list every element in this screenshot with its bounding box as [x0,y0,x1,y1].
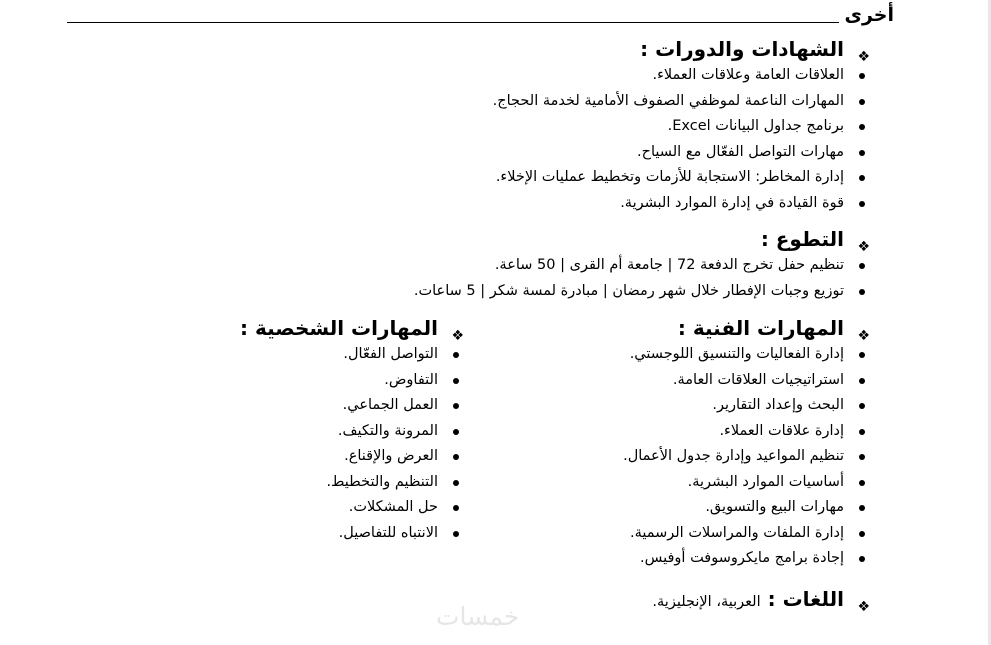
list-item: إجادة برامج مايكروسوفت أوفيس. [623,546,870,572]
certificates-title: الشهادات والدورات : [640,37,844,61]
volunteering-section [414,225,870,304]
languages-heading [652,585,870,616]
personal-skills-heading [240,314,464,342]
list-item: المرونة والتكيف. [240,419,464,445]
personal-skills-section [240,314,464,546]
list-item: أساسيات الموارد البشرية. [623,470,870,496]
list-item: قوة القيادة في إدارة الموارد البشرية. [493,191,870,217]
certificates-list [493,63,870,216]
diamond-bullet-icon: ❖ [857,328,870,344]
technical-skills-section [623,314,870,572]
list-item: استراتيجيات العلاقات العامة. [623,368,870,394]
list-item: العرض والإقناع. [240,444,464,470]
list-item: العمل الجماعي. [240,393,464,419]
diamond-bullet-icon: ❖ [857,599,870,615]
list-item: إدارة الملفات والمراسلات الرسمية. [623,521,870,547]
languages-title: اللغات : [767,587,844,611]
list-item: التواصل الفعّال. [240,342,464,368]
volunteering-title: التطوع : [760,227,844,251]
personal-skills-list [240,342,464,546]
list-item: مهارات التواصل الفعّال مع السياح. [493,140,870,166]
certificates-heading [493,35,870,63]
list-item: إدارة علاقات العملاء. [623,419,870,445]
languages-value: العربية، الإنجليزية. [652,594,761,610]
list-item: تنظيم حفل تخرج الدفعة 72 | جامعة أم القرى | 50 ساعة. [414,253,870,279]
list-item: التفاوض. [240,368,464,394]
volunteering-heading [414,225,870,253]
list-item: العلاقات العامة وعلاقات العملاء. [493,63,870,89]
list-item: إدارة المخاطر: الاستجابة للأزمات وتخطيط عمليات الإخلاء. [493,165,870,191]
list-item: الانتباه للتفاصيل. [240,521,464,547]
list-item: التنظيم والتخطيط. [240,470,464,496]
list-item: حل المشكلات. [240,495,464,521]
list-item: إدارة الفعاليات والتنسيق اللوجستي. [623,342,870,368]
certificates-section [493,35,870,216]
list-item: تنظيم المواعيد وإدارة جدول الأعمال. [623,444,870,470]
volunteering-list [414,253,870,304]
technical-skills-list [623,342,870,572]
languages-section [652,585,870,616]
section-title-other: أخرى [844,4,894,26]
personal-skills-title: المهارات الشخصية : [239,316,438,340]
diamond-bullet-icon: ❖ [857,239,870,255]
title-divider [67,22,839,23]
technical-skills-title: المهارات الفنية : [677,316,844,340]
list-item: البحث وإعداد التقارير. [623,393,870,419]
list-item: برنامج جداول البيانات Excel. [493,114,870,140]
diamond-bullet-icon: ❖ [857,49,870,65]
list-item: توزيع وجبات الإفطار خلال شهر رمضان | مبادرة لمسة شكر | 5 ساعات. [414,279,870,305]
technical-skills-heading [623,314,870,342]
diamond-bullet-icon: ❖ [451,328,464,344]
watermark: خمسات [436,602,520,631]
list-item: مهارات البيع والتسويق. [623,495,870,521]
list-item: المهارات الناعمة لموظفي الصفوف الأمامية لخدمة الحجاج. [493,89,870,115]
